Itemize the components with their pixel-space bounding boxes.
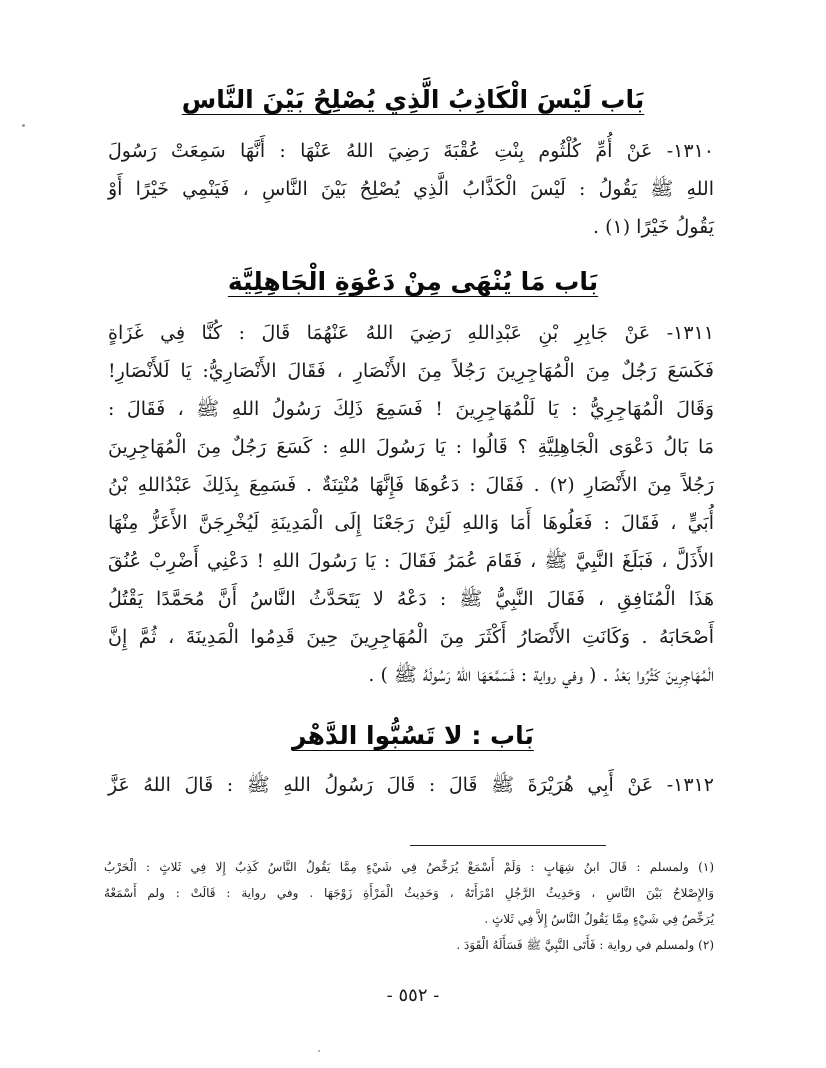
hadith-1311-line-1: ١٣١١- عَنْ جَابِرِ بْنِ عَبْدِاللهِ رَضِيَ اللهُ عَنْهُمَا قَالَ : كُنَّا فِي غَزَاةٍ: [108, 322, 714, 344]
hadith-1311-line-5: رَجُلاً مِنَ الأَنْصَارِ (٢) . فَقَالَ : دَعُوهَا فَإِنَّهَا مُنْتِنَةٌ . فَسَمِعَ بِذَلِكَ عَبْدُاللهِ بْنُ: [108, 474, 714, 496]
hadith-1311-line-3: وَقَالَ الْمُهَاجِرِيُّ : يَا لَلْمُهَاجِرِينَ ! فَسَمِعَ ذَلِكَ رَسُولُ اللهِ ﷺ ، فَقَالَ :: [108, 398, 714, 420]
hadith-1311-line-10: الْمُهَاجِرِينَ كَثُرُوا بَعْدُ . ( وفي رواية : فَسَمَّعَهَا اللهُ رَسُولَهُ ﷺ ) .: [368, 664, 714, 686]
hadith-1311-line-2: فَكَسَعَ رَجُلٌ مِنَ الْمُهَاجِرِينَ رَجُلاً مِنَ الأَنْصَارِ ، فَقَالَ الأَنْصَارِيُّ: يَا لَلأَنْصَارِ!: [108, 360, 714, 382]
scan-speck: [318, 1050, 320, 1052]
hadith-1310-line-2: اللهِ ﷺ يَقُولُ : لَيْسَ الْكَذَّابُ الَّذِي يُصْلِحُ بَيْنَ النَّاسِ ، فَيَنْمِي خَيْرًا أَوْ: [108, 178, 714, 200]
hadith-1311-line-4: مَا بَالُ دَعْوَى الْجَاهِلِيَّةِ ؟ قَالُوا : يَا رَسُولَ اللهِ : كَسَعَ رَجُلٌ مِنَ الْمُهَاجِرِينَ: [108, 436, 714, 458]
hadith-1311-line-7: الأَذَلَّ ، فَبَلَغَ النَّبِيَّ ﷺ ، فَقَامَ عُمَرُ فَقَالَ : يَا رَسُولَ اللهِ ! دَعْنِي أَضْرِبْ عُنُقَ: [108, 550, 714, 572]
chapter-heading-jahiliyya: بَاب مَا يُنْهَى مِنْ دَعْوَةِ الْجَاهِلِيَّة: [227, 267, 599, 296]
footnote-separator: [410, 845, 606, 846]
footnote-1-line-3: يُرَخِّصُ فِي شَيْءٍ مِمَّا يَقُولُ النَّاسُ إِلاَّ فِي ثَلاثٍ .: [484, 912, 714, 926]
page-number: - ٥٥٢ -: [386, 985, 440, 1006]
footnote-2: (٢) ولمسلم في رواية : فَأَتَى النَّبِيَّ ﷺ فَسَأَلَهُ الْقَوَدَ .: [456, 938, 714, 952]
hadith-1310-line-1: ١٣١٠- عَنْ أُمِّ كُلْثُوم بِنْتِ عُقْبَةَ رَضِيَ اللهُ عَنْهَا : أَنَّهَا سَمِعَتْ رَسُولَ: [108, 140, 714, 162]
chapter-heading-time: بَاب : لا تَسُبُّوا الدَّهْر: [292, 721, 534, 750]
hadith-1311-line-6: أُبَيٍّ ، فَقَالَ : فَعَلُوهَا أَمَا وَاللهِ لَئِنْ رَجَعْنَا إِلَى الْمَدِينَةِ لَيُخْرِجَنَّ الأَعَزُّ مِنْهَا: [108, 512, 714, 534]
hadith-1311-line-9: أَصْحَابَهُ . وَكَانَتِ الأَنْصَارُ أَكْثَرَ مِنَ الْمُهَاجِرِينَ حِينَ قَدِمُوا الْمَدِينَةَ ، ثُمَّ إِنَّ: [108, 626, 714, 648]
scan-speck: [22, 124, 25, 127]
footnote-1-line-2: وَالإِصْلاحُ بَيْنَ النَّاسِ ، وَحَدِيثُ الرَّجُلِ امْرَأَتَهُ ، وَحَدِيثُ الْمَرْأَةِ زَوْجَهَا . وفي رواية : قَالَتْ : ولم أَسْمَعْهُ: [104, 886, 714, 900]
footnote-1-line-1: (١) ولمسلم : قَالَ ابنُ شِهَابٍ : وَلَمْ أَسْمَعْ يُرَخِّصُ فِي شَيْءٍ مِمَّا يَقُولُ النَّاسُ كَذِبٌ إِلا فِي ثَلاثٍ : الْحَرْبُ: [104, 860, 714, 874]
hadith-1310-line-3: يَقُولُ خَيْرًا (١) .: [593, 216, 714, 238]
hadith-1312-line-1: ١٣١٢- عَنْ أَبِي هُرَيْرَةَ ﷺ قَالَ : قَالَ رَسُولُ اللهِ ﷺ : قَالَ اللهُ عَزَّ: [108, 774, 714, 796]
hadith-1311-line-8: هَذَا الْمُنَافِقِ ، فَقَالَ النَّبِيُّ ﷺ : دَعْهُ لا يَتَحَدَّثُ النَّاسُ أَنَّ مُحَمَّدًا يَقْتُلُ: [108, 588, 714, 610]
chapter-heading-liar: بَاب لَيْسَ الْكَاذِبُ الَّذِي يُصْلِحُ بَيْنَ النَّاس: [181, 85, 645, 114]
